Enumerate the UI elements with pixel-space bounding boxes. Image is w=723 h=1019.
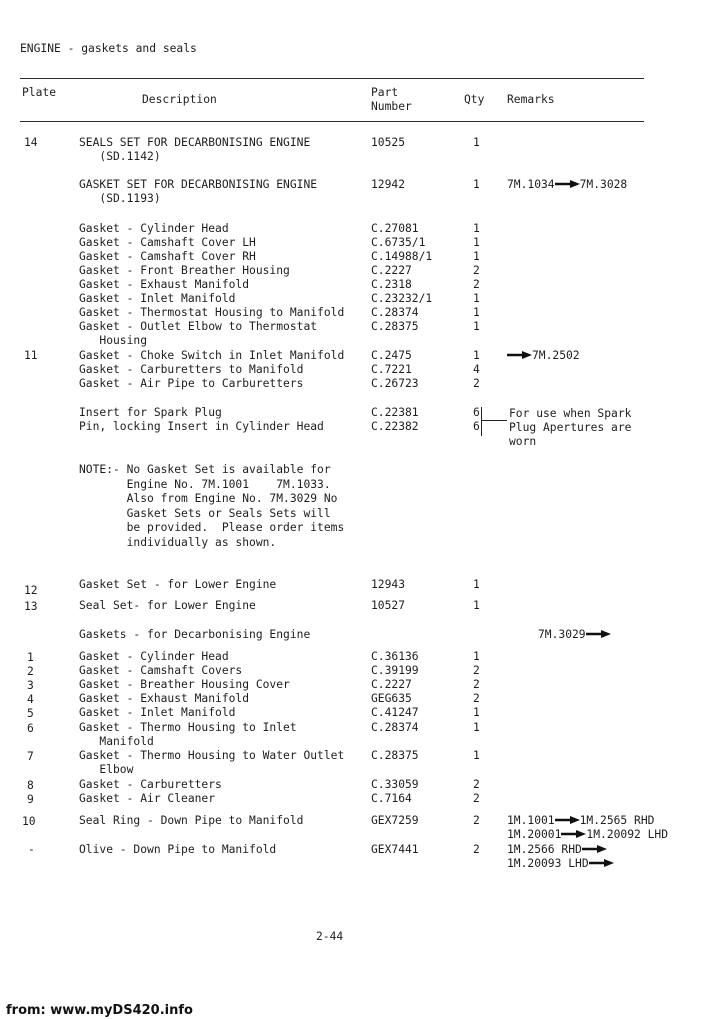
column-plate: Plate [22, 86, 57, 99]
remarks-cell [507, 857, 614, 871]
plate-cell: 2 [27, 665, 34, 678]
description-cell: Gasket - Thermo Housing to Inlet [79, 721, 297, 734]
qty-cell: 2 [473, 778, 480, 791]
remark-bracket [481, 407, 482, 436]
spark-remark-line: For use when Spark [509, 407, 632, 420]
description-cell: (SD.1142) [79, 150, 161, 163]
qty-cell: 1 [473, 292, 480, 305]
remark-from: 1M.2566 RHD [507, 843, 582, 856]
description-cell: Insert for Spark Plug [79, 406, 222, 419]
part-number-cell: GEX7441 [371, 843, 419, 856]
note-line: be provided. Please order items [79, 521, 345, 534]
plate-cell: 8 [27, 779, 34, 792]
plate-cell: 5 [27, 707, 34, 720]
spark-remark-line: Plug Apertures are [509, 421, 632, 434]
description-cell: Manifold [79, 735, 154, 748]
part-number-cell: C.23232/1 [371, 292, 433, 305]
footer-source: from: www.myDS420.info [6, 1003, 193, 1018]
part-number-cell: C.28374 [371, 306, 419, 319]
description-cell: Gasket - Outlet Elbow to Thermostat [79, 320, 318, 333]
qty-cell: 2 [473, 814, 480, 827]
description-cell: Gasket - Exhaust Manifold [79, 692, 250, 705]
part-number-cell: C.39199 [371, 664, 419, 677]
part-number-cell: C.28374 [371, 721, 419, 734]
arrow-right-icon [555, 180, 580, 188]
description-cell: Gasket - Carburetters to Manifold [79, 363, 304, 376]
part-number-cell: C.26723 [371, 377, 419, 390]
remarks-cell [507, 828, 668, 842]
part-number-cell: C.2227 [371, 264, 412, 277]
qty-cell: 1 [473, 349, 480, 362]
remark-from: 1M.20093 LHD [507, 857, 589, 870]
description-cell: Gasket - Inlet Manifold [79, 706, 236, 719]
qty-cell: 4 [473, 363, 480, 376]
qty-cell: 1 [473, 599, 480, 612]
description-cell: Housing [79, 334, 148, 347]
qty-cell: 1 [473, 749, 480, 762]
remark-from: 1M.1001 [507, 814, 555, 827]
qty-cell: 1 [473, 721, 480, 734]
qty-cell: 1 [473, 236, 480, 249]
qty-cell: 2 [473, 843, 480, 856]
plate-cell: 6 [27, 722, 34, 735]
qty-cell: 1 [473, 320, 480, 333]
note-line: Gasket Sets or Seals Sets will [79, 506, 331, 520]
qty-cell: 6 [473, 406, 480, 419]
arrow-right-icon [586, 630, 611, 638]
page-title: ENGINE - gaskets and seals [20, 42, 197, 55]
qty-cell: 2 [473, 664, 480, 677]
plate-cell: 13 [24, 600, 38, 613]
header-bottom-rule [20, 121, 644, 122]
qty-cell: 2 [473, 377, 480, 390]
description-cell: Seal Set- for Lower Engine [79, 599, 256, 612]
remark-to: 7M.3028 [579, 178, 628, 191]
remark-from: 7M.1034 [507, 178, 555, 191]
plate-cell: 9 [27, 793, 34, 806]
note-line: Also from Engine No. 7M.3029 No [79, 492, 338, 505]
remarks-cell [507, 843, 607, 857]
description-cell: Gaskets - for Decarbonising Engine [79, 628, 311, 641]
note-line: individually as shown. [79, 535, 277, 549]
plate-cell: 12 [24, 584, 38, 597]
qty-cell: 1 [473, 578, 480, 591]
qty-cell: 1 [473, 136, 480, 149]
page-number: 2-44 [316, 930, 344, 943]
description-cell: Gasket - Thermo Housing to Water Outlet [79, 749, 345, 762]
note-line: Engine No. 7M.1001 7M.1033. [79, 477, 331, 491]
arrow-right-icon [589, 859, 614, 867]
part-number-cell: C.28375 [371, 320, 419, 333]
column-qty: Qty [464, 93, 485, 106]
note-line: NOTE:- No Gasket Set is available for [79, 463, 331, 476]
part-number-cell: 10525 [371, 136, 406, 149]
plate-cell: 11 [24, 349, 38, 362]
part-number-cell: C.28375 [371, 749, 419, 762]
description-cell: (SD.1193) [79, 192, 161, 205]
plate-cell: 4 [27, 693, 34, 706]
remarks-cell [538, 628, 611, 642]
part-number-cell: C.22382 [371, 420, 419, 433]
description-cell: Gasket Set - for Lower Engine [79, 578, 277, 591]
remark-bracket-tick [481, 420, 507, 421]
plate-cell: 14 [24, 136, 38, 149]
part-number-cell: C.36136 [371, 650, 419, 663]
description-cell: Gasket - Thermostat Housing to Manifold [79, 306, 345, 319]
remarks-cell [507, 814, 654, 828]
part-number-cell: 12942 [371, 178, 406, 191]
qty-cell: 2 [473, 678, 480, 691]
description-cell: Pin, locking Insert in Cylinder Head [79, 420, 324, 433]
part-number-cell: C.2227 [371, 678, 412, 691]
description-cell: Gasket - Exhaust Manifold [79, 278, 250, 291]
remarks-cell [507, 349, 580, 363]
description-cell: GASKET SET FOR DECARBONISING ENGINE [79, 178, 318, 191]
part-number-cell: C.33059 [371, 778, 419, 791]
description-cell: Gasket - Camshaft Cover LH [79, 236, 256, 249]
arrow-right-icon [561, 830, 586, 838]
plate-cell: 7 [27, 750, 34, 763]
part-number-cell: C.7221 [371, 363, 412, 376]
arrow-right-icon [507, 351, 532, 359]
description-cell: Gasket - Camshaft Cover RH [79, 250, 256, 263]
part-number-cell: 10527 [371, 599, 406, 612]
plate-cell: 3 [27, 679, 34, 692]
plate-cell: 10 [22, 815, 36, 828]
qty-cell: 1 [473, 706, 480, 719]
qty-cell: 1 [473, 306, 480, 319]
description-cell: Gasket - Air Cleaner [79, 792, 216, 805]
part-number-cell: C.22381 [371, 406, 419, 419]
plate-cell: 1 [27, 651, 34, 664]
column-description: Description [142, 93, 217, 106]
column-part-line1: Part [371, 86, 399, 99]
part-number-cell: C.27081 [371, 222, 419, 235]
column-remarks: Remarks [507, 93, 555, 106]
remark-from: 7M.3029 [538, 628, 586, 641]
part-number-cell: C.41247 [371, 706, 419, 719]
header-top-rule [20, 78, 644, 79]
arrow-right-icon [582, 845, 607, 853]
remark-to: 1M.20092 LHD [586, 828, 669, 841]
description-cell: Gasket - Cylinder Head [79, 222, 229, 235]
part-number-cell: 12943 [371, 578, 406, 591]
part-number-cell: GEG635 [371, 692, 412, 705]
description-cell: Gasket - Air Pipe to Carburetters [79, 377, 304, 390]
spark-remark-line: worn [509, 435, 537, 448]
part-number-cell: C.7164 [371, 792, 412, 805]
description-cell: Olive - Down Pipe to Manifold [79, 843, 277, 856]
arrow-right-icon [555, 816, 580, 824]
part-number-cell: C.2475 [371, 349, 412, 362]
description-cell: Gasket - Carburetters [79, 778, 222, 791]
description-cell: Seal Ring - Down Pipe to Manifold [79, 814, 304, 827]
qty-cell: 6 [473, 420, 480, 433]
description-cell: Gasket - Cylinder Head [79, 650, 229, 663]
qty-cell: 1 [473, 222, 480, 235]
part-number-cell: C.6735/1 [371, 236, 426, 249]
description-cell: Gasket - Inlet Manifold [79, 292, 236, 305]
qty-cell: 2 [473, 278, 480, 291]
column-part-line2: Number [371, 100, 412, 113]
remark-from: 1M.20001 [507, 828, 562, 841]
plate-cell: - [28, 843, 35, 856]
qty-cell: 1 [473, 650, 480, 663]
description-cell: SEALS SET FOR DECARBONISING ENGINE [79, 136, 311, 149]
part-number-cell: C.14988/1 [371, 250, 433, 263]
qty-cell: 2 [473, 692, 480, 705]
qty-cell: 1 [473, 178, 480, 191]
description-cell: Gasket - Camshaft Covers [79, 664, 243, 677]
description-cell: Elbow [79, 763, 134, 776]
qty-cell: 2 [473, 264, 480, 277]
description-cell: Gasket - Front Breather Housing [79, 264, 290, 277]
description-cell: Gasket - Choke Switch in Inlet Manifold [79, 349, 345, 362]
remark-to: 1M.2565 RHD [579, 814, 655, 827]
part-number-cell: GEX7259 [371, 814, 419, 827]
remarks-cell [507, 178, 627, 192]
qty-cell: 2 [473, 792, 480, 805]
qty-cell: 1 [473, 250, 480, 263]
remark-to: 7M.2502 [532, 349, 580, 362]
part-number-cell: C.2318 [371, 278, 412, 291]
description-cell: Gasket - Breather Housing Cover [79, 678, 290, 691]
